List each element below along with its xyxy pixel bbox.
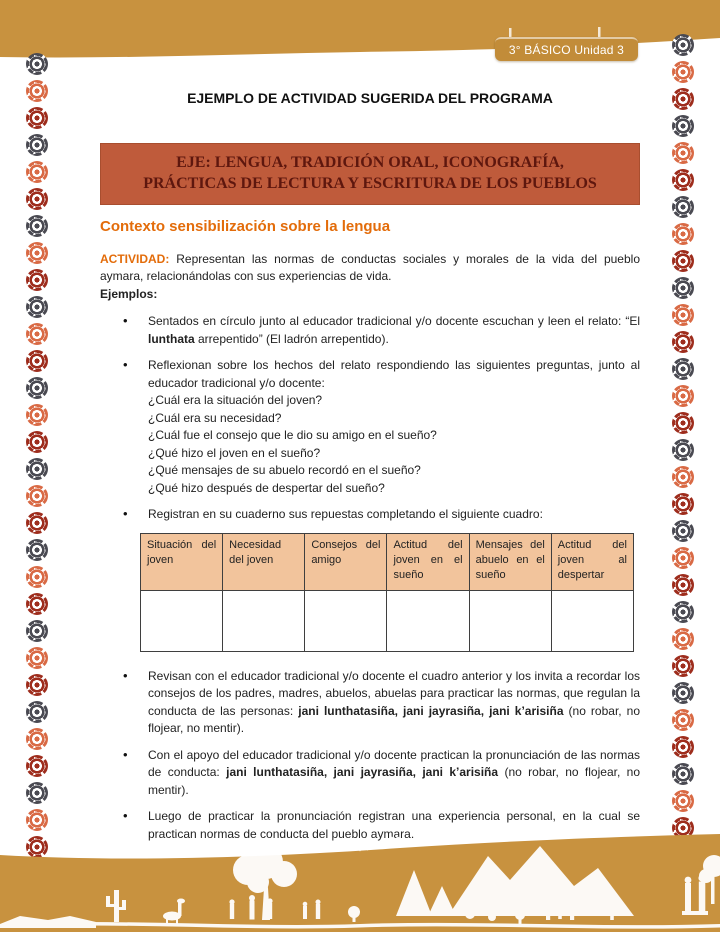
rosette-motif xyxy=(26,782,48,804)
rosette-motif xyxy=(26,539,48,561)
bullet4-text: Revisan con el educador tradicional y/o docente el cuadro anterior y los invita a recordar los consejos de los padres, madres, abuelos, abuelas para practicar las normas, que regulan la conducta de las personas: xyxy=(148,668,640,718)
rosette-motif xyxy=(672,574,694,596)
rosette-motif xyxy=(672,547,694,569)
rosette-motif xyxy=(672,385,694,407)
table-header-cell: Actitud del joven en el sueño xyxy=(387,533,469,590)
rosette-motif xyxy=(26,458,48,480)
rosette-motif xyxy=(26,134,48,156)
rosette-motif xyxy=(26,350,48,372)
list-item xyxy=(100,506,640,524)
rosette-motif xyxy=(672,412,694,434)
bullet1-text-end: arrepentido” (El ladrón arrepentido). xyxy=(194,331,389,346)
table-cell xyxy=(305,590,387,651)
bullet4-bold-phrase: jani lunthatasiña, jani jayrasiña, jani k’arisiña xyxy=(298,703,564,718)
question: ¿Qué hizo el joven en el sueño? xyxy=(148,445,321,460)
activity-bullet-list xyxy=(100,313,640,524)
eje-banner-line2: PRÁCTICAS DE LECTURA Y ESCRITURA DE LOS PUEBLOS xyxy=(143,174,597,192)
question-list xyxy=(148,392,640,497)
answers-table xyxy=(140,533,634,652)
activity-paragraph xyxy=(100,251,640,286)
bullet6-text: Luego de practicar la pronunciación registran una experiencia personal, en la cual se practican normas de conducta del pueblo aymara. xyxy=(148,809,640,841)
list-item xyxy=(100,747,640,800)
rosette-motif xyxy=(672,169,694,191)
rosette-motif xyxy=(26,485,48,507)
rosette-motif xyxy=(26,296,48,318)
rosette-motif xyxy=(26,242,48,264)
rosette-motif xyxy=(672,790,694,812)
activity-text: Representan las normas de conductas sociales y morales de la vida del pueblo aymara, relacionándolas con sus experiencias de vida. xyxy=(100,251,640,284)
section-heading: Contexto sensibilización sobre la lengua xyxy=(100,217,391,235)
rosette-motif xyxy=(672,358,694,380)
bullet2-text: Reflexionan sobre los hechos del relato respondiendo las siguientes preguntas, junto al educador tradicional y/o docente: xyxy=(148,358,640,390)
left-ornament-border xyxy=(26,53,48,863)
rosette-motif xyxy=(672,61,694,83)
examples-label: Ejemplos: xyxy=(100,286,158,301)
rosette-motif xyxy=(672,655,694,677)
bullet5-bold-phrase: jani lunthatasiña, jani jayrasiña, jani k’arisiña xyxy=(226,765,499,780)
rosette-motif xyxy=(672,115,694,137)
rosette-motif xyxy=(672,331,694,353)
rosette-motif xyxy=(26,215,48,237)
eje-banner xyxy=(100,143,640,205)
rosette-motif xyxy=(672,466,694,488)
question: ¿Qué hizo después de despertar del sueño? xyxy=(148,480,385,495)
rosette-motif xyxy=(672,142,694,164)
rosette-motif xyxy=(26,80,48,102)
table-cell xyxy=(387,590,469,651)
rosette-motif xyxy=(26,161,48,183)
table-header-cell: Situación del joven xyxy=(141,533,223,590)
table-header-cell: Necesidad del joven xyxy=(223,533,305,590)
activity-label: ACTIVIDAD: xyxy=(100,251,170,266)
bullet5-text-end: (no robar, no flojear, no mentir). xyxy=(148,765,641,797)
table-header-row xyxy=(141,533,634,590)
right-ornament-border xyxy=(672,34,694,844)
rosette-motif xyxy=(672,439,694,461)
activity-bullet-list-bottom xyxy=(100,668,640,844)
list-item xyxy=(100,668,640,738)
rosette-motif xyxy=(672,682,694,704)
rosette-motif xyxy=(26,188,48,210)
document-content xyxy=(100,90,640,852)
rosette-motif xyxy=(26,809,48,831)
rosette-motif xyxy=(26,755,48,777)
rosette-motif xyxy=(672,736,694,758)
rosette-motif xyxy=(672,493,694,515)
rosette-motif xyxy=(672,277,694,299)
list-item xyxy=(100,357,640,497)
question: ¿Cuál fue el consejo que le dio su amigo en el sueño? xyxy=(148,428,437,443)
bullet1-text: Sentados en círculo junto al educador tradicional y/o docente escuchan y leen el relato: “El xyxy=(148,314,640,329)
rosette-motif xyxy=(26,431,48,453)
rosette-motif xyxy=(26,323,48,345)
rosette-motif xyxy=(672,601,694,623)
rosette-motif xyxy=(26,269,48,291)
rosette-motif xyxy=(26,620,48,642)
table-cell xyxy=(141,590,223,651)
eje-banner-line1: EJE: LENGUA, TRADICIÓN ORAL, ICONOGRAFÍA, xyxy=(176,154,564,171)
rosette-motif xyxy=(672,88,694,110)
rosette-motif xyxy=(26,674,48,696)
rosette-motif xyxy=(672,223,694,245)
question: ¿Cuál era su necesidad? xyxy=(148,410,282,425)
rosette-motif xyxy=(26,512,48,534)
bullet5-text: Con el apoyo del educador tradicional y/o docente practican la pronunciación de las normas de conducta: xyxy=(148,747,640,780)
rosette-motif xyxy=(26,728,48,750)
rosette-motif xyxy=(672,763,694,785)
rosette-motif xyxy=(672,250,694,272)
table-row xyxy=(141,590,634,651)
rosette-motif xyxy=(26,53,48,75)
bullet1-bold-term: lunthata xyxy=(148,331,195,346)
rosette-motif xyxy=(26,593,48,615)
rosette-motif xyxy=(672,628,694,650)
table-header-cell: Consejos del amigo xyxy=(305,533,387,590)
table-cell xyxy=(551,590,633,651)
rosette-motif xyxy=(26,404,48,426)
bullet4-text-end: (no robar, no flojear, no mentir). xyxy=(148,703,640,736)
question: ¿Cuál era la situación del joven? xyxy=(148,393,323,408)
rosette-motif xyxy=(672,34,694,56)
table-cell xyxy=(223,590,305,651)
rosette-motif xyxy=(26,107,48,129)
footer-landscape-illustration xyxy=(0,832,720,932)
table-header-cell: Actitud del joven al despertar xyxy=(551,533,633,590)
rosette-motif xyxy=(672,304,694,326)
page-title: EJEMPLO DE ACTIVIDAD SUGERIDA DEL PROGRAMA xyxy=(187,90,553,106)
rosette-motif xyxy=(26,377,48,399)
list-item xyxy=(100,313,640,348)
unit-badge: 3° BÁSICO Unidad 3 xyxy=(495,37,638,61)
rosette-motif xyxy=(26,701,48,723)
bullet3-text: Registran en su cuaderno sus repuestas completando el siguiente cuadro: xyxy=(148,507,543,522)
rosette-motif xyxy=(672,196,694,218)
rosette-motif xyxy=(26,566,48,588)
rosette-motif xyxy=(672,709,694,731)
question: ¿Qué mensajes de su abuelo recordó en el sueño? xyxy=(148,463,421,478)
rosette-motif xyxy=(26,647,48,669)
rosette-motif xyxy=(672,520,694,542)
table-header-cell: Mensajes del abuelo en el sueño xyxy=(469,533,551,590)
table-cell xyxy=(469,590,551,651)
